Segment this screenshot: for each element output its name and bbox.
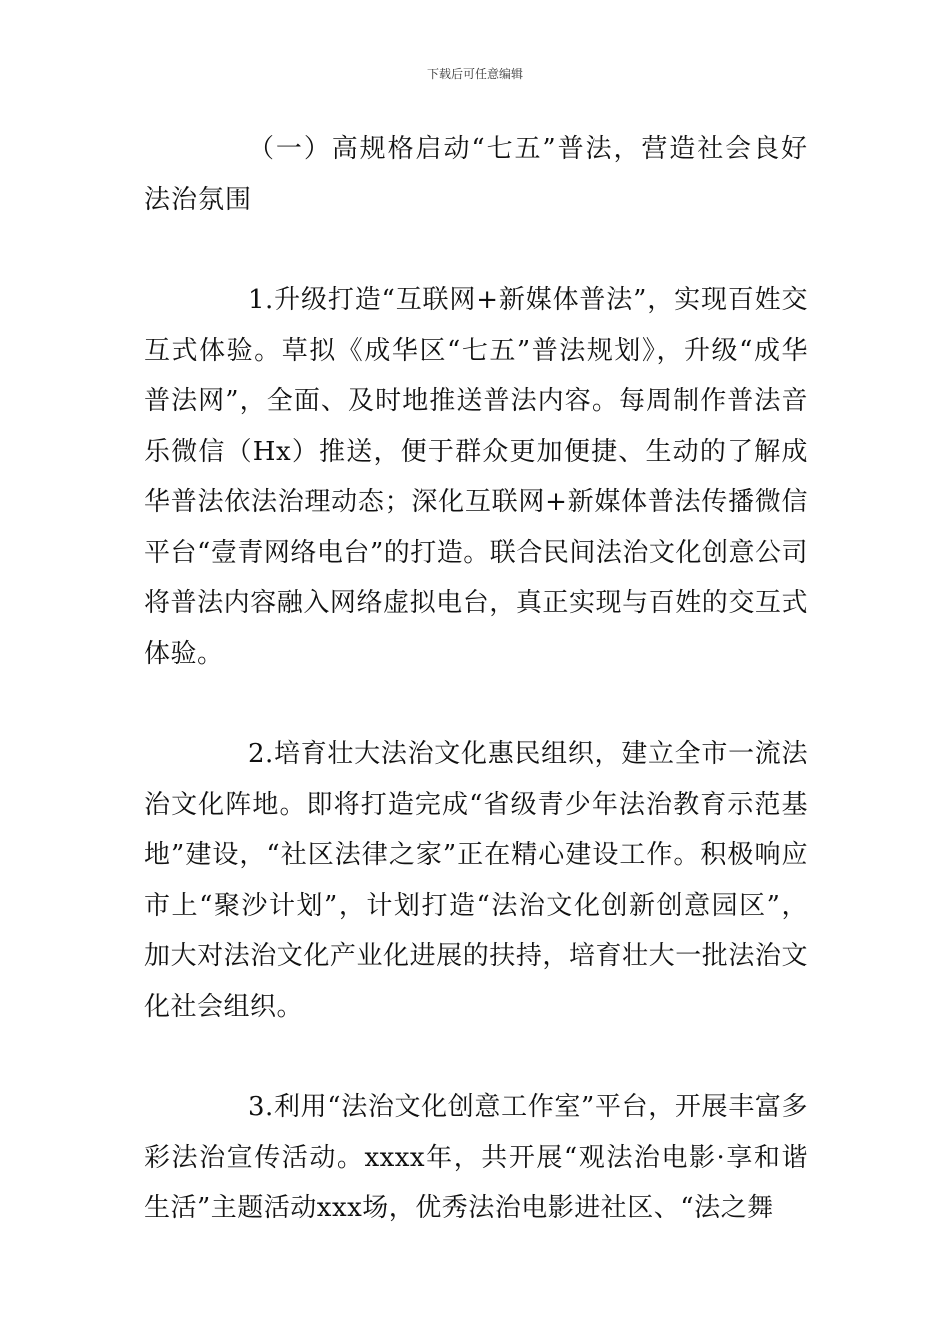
page-header-note: 下载后可任意编辑 bbox=[426, 67, 523, 81]
section-heading: （一）高规格启动“七五”普法，营造社会良好法治氛围 bbox=[144, 134, 808, 215]
paragraph-2: 2.培育壮大法治文化惠民组织，建立全市一流法治文化阵地。即将打造完成“省级青少年法治教育示范基地”建设，“社区法律之家”正在精心建设工作。积极响应市上“聚沙计划”，计划打造“法治文化创新创意园区”，加大对法治文化产业化进展的扶持，培育壮大一批法治文化社会组织。 bbox=[144, 739, 808, 1022]
document-body bbox=[144, 124, 808, 1234]
paragraph-spacer bbox=[144, 225, 808, 275]
paragraph-spacer bbox=[144, 679, 808, 729]
paragraph-1: 1.升级打造“互联网+新媒体普法”，实现百姓交互式体验。草拟《成华区“七五”普法规划》，升级“成华普法网”，全面、及时地推送普法内容。每周制作普法音乐微信（Hx）推送，便于群众更加便捷、生动的了解成华普法依法治理动态；深化互联网+新媒体普法传播微信平台“壹青网络电台”的打造。联合民间法治文化创意公司将普法内容融入网络虚拟电台，真正实现与百姓的交互式体验。 bbox=[144, 285, 808, 669]
paragraph-spacer bbox=[144, 1032, 808, 1082]
paragraph-3: 3.利用“法治文化创意工作室”平台，开展丰富多彩法治宣传活动。xxxx年，共开展“观法治电影·享和谐生活”主题活动xxx场，优秀法治电影进社区、“法之舞 bbox=[144, 1092, 808, 1223]
